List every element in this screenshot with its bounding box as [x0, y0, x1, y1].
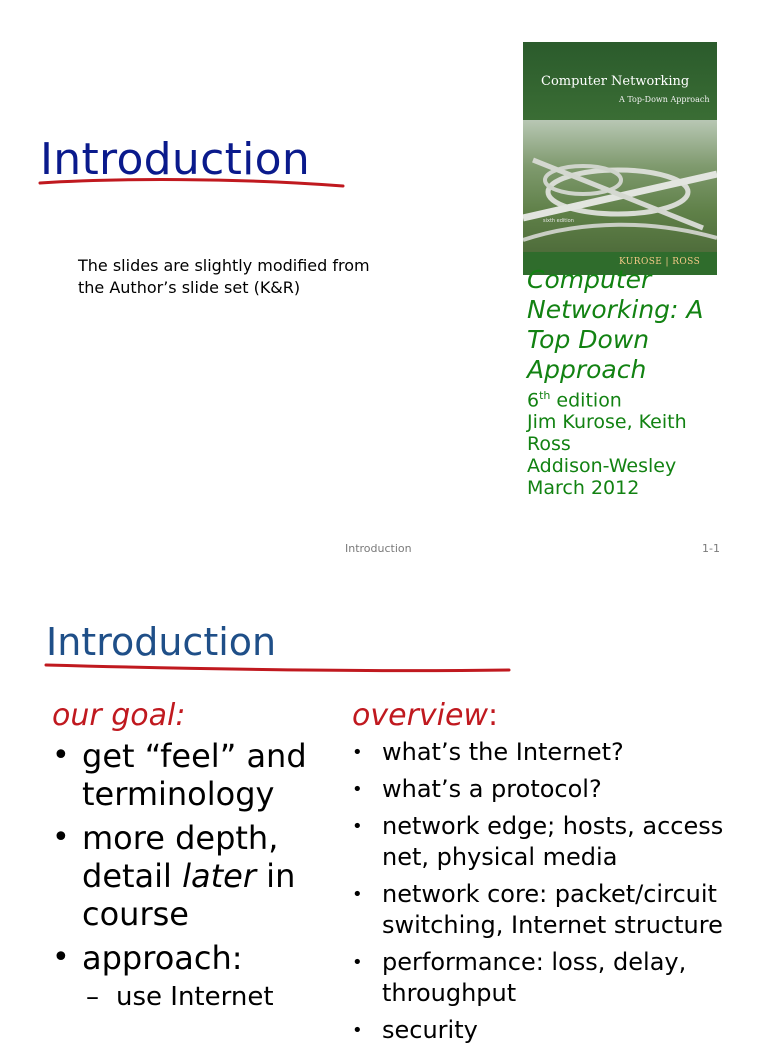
cover-highway-photo — [523, 120, 717, 252]
book-title — [527, 265, 762, 385]
goal-heading: our goal: — [52, 698, 186, 733]
book-title-line-1: Computer — [527, 265, 652, 294]
slide-title: Introduction — [40, 134, 311, 185]
slide-footer-title: Introduction — [345, 542, 412, 555]
book-authors-line-2: Ross — [527, 433, 571, 456]
title-underline — [44, 660, 514, 674]
slide-number: 1-1 — [702, 542, 720, 555]
cover-edition: sixth edition — [543, 218, 574, 224]
list-item: • more depth, detail later in course — [52, 819, 342, 933]
goal-list — [52, 737, 342, 1013]
list-item: • what’s the Internet? — [352, 737, 762, 768]
book-info — [527, 265, 762, 499]
book-title-line-3: Top Down — [527, 325, 650, 354]
book-publisher: Addison-Wesley — [527, 455, 677, 478]
cover-authors: KUROSE | ROSS — [619, 257, 701, 267]
overview-list — [352, 737, 762, 1046]
list-item: • get “feel” and terminology — [52, 737, 342, 813]
sub-item: – use Internet — [82, 981, 342, 1013]
list-item: • approach: – use Internet — [52, 939, 342, 1013]
slide-title: Introduction — [46, 620, 277, 664]
list-item: • performance: loss, delay, throughput — [352, 947, 762, 1009]
goal-column — [52, 698, 342, 1019]
book-authors-line-1: Jim Kurose, Keith — [527, 411, 687, 434]
note-line-1: The slides are slightly modified from — [78, 256, 370, 275]
cover-subtitle: A Top-Down Approach — [619, 95, 710, 104]
list-item: • network edge; hosts, access net, physical media — [352, 811, 762, 873]
book-date: March 2012 — [527, 477, 640, 500]
book-edition: 6th edition — [527, 389, 622, 412]
title-underline — [38, 174, 348, 190]
list-item: • security — [352, 1015, 762, 1046]
overview-heading: overview: — [352, 698, 499, 733]
cover-title: Computer Networking — [541, 74, 690, 89]
highway-interchange-graphic — [523, 120, 717, 252]
slides-note — [78, 255, 438, 299]
list-item: • network core: packet/circuit switching, Internet structure — [352, 879, 762, 941]
slide-2 — [0, 580, 768, 1044]
list-item: • what’s a protocol? — [352, 774, 762, 805]
note-line-2: the Author’s slide set (K&R) — [78, 278, 301, 297]
book-title-line-2: Networking: A — [527, 295, 704, 324]
overview-column — [352, 698, 762, 1052]
book-title-line-4: Approach — [527, 355, 647, 384]
book-cover-image — [523, 42, 717, 275]
